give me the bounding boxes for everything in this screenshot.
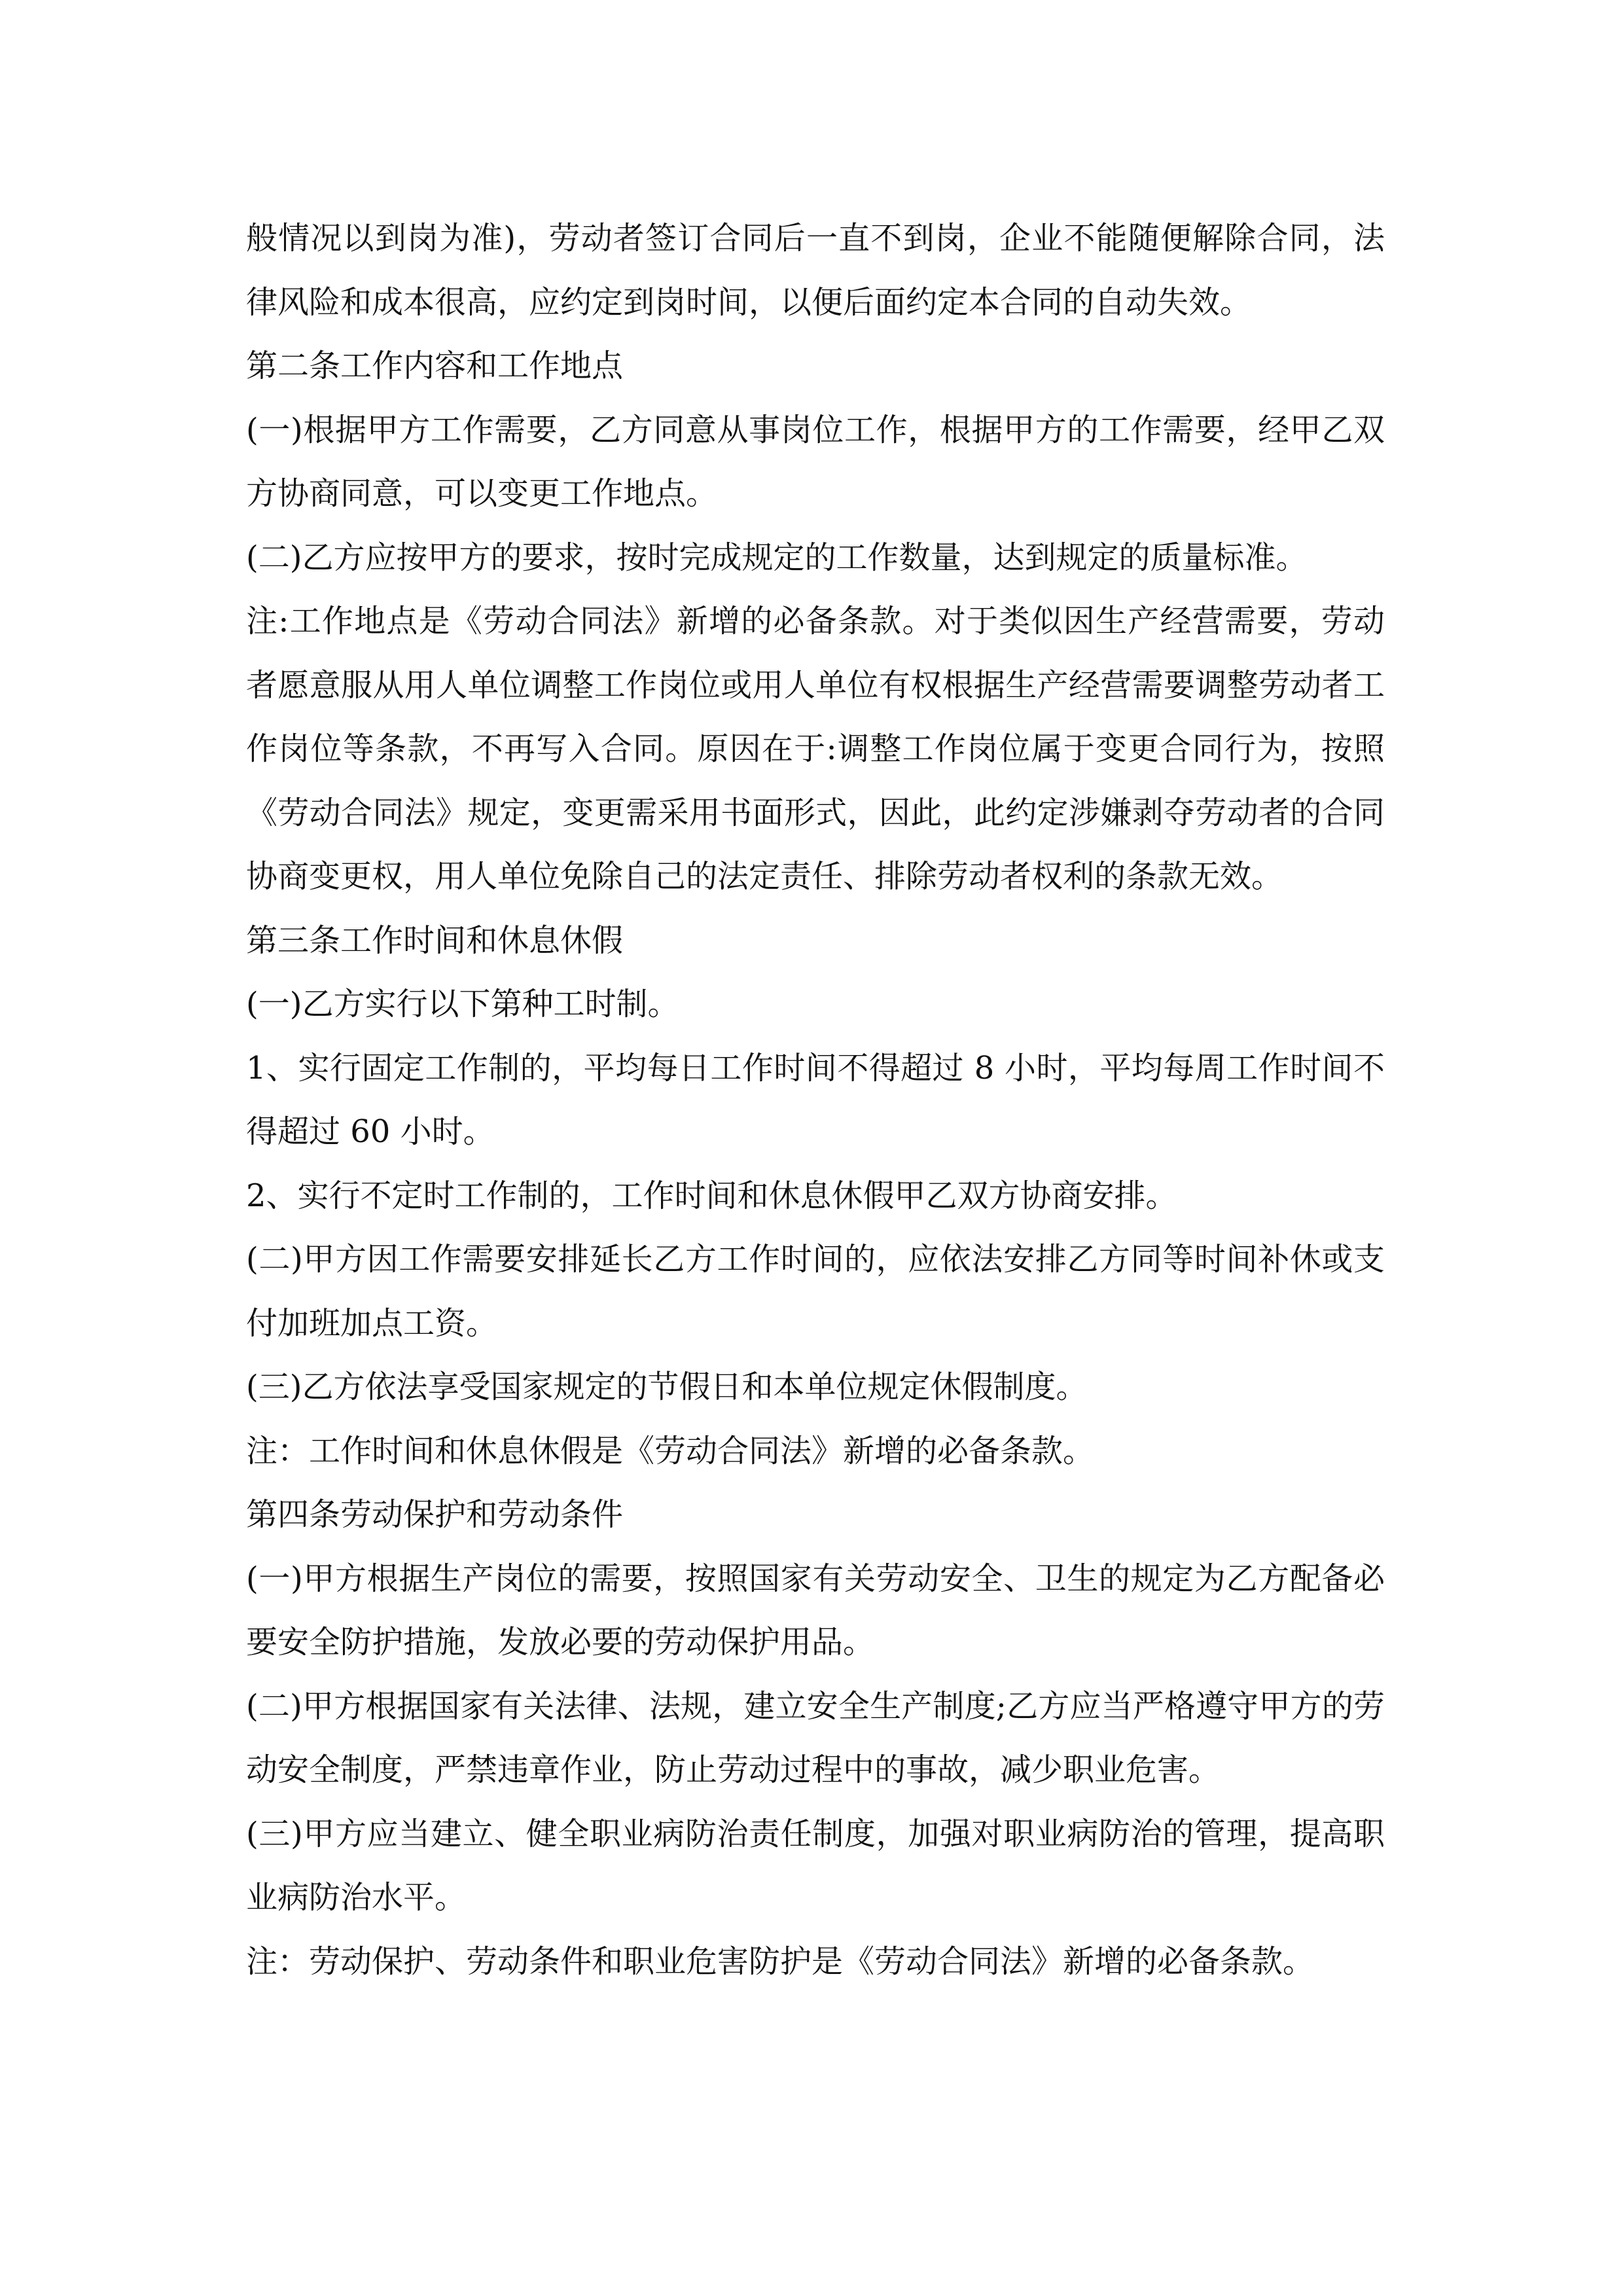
paragraph-article-3-sub-2: 2、实行不定时工作制的，工作时间和休息休假甲乙双方协商安排。 bbox=[246, 1177, 1177, 1214]
heading-article-3: 第三条工作时间和休息休假 bbox=[246, 922, 624, 959]
heading-article-4: 第四条劳动保护和劳动条件 bbox=[246, 1496, 624, 1533]
paragraph-article-4-item-2: (二)甲方根据国家有关法律、法规，建立安全生产制度;乙方应当严格遵守甲方的劳动安全制度，严禁违章作业，防止劳动过程中的事故，减少职业危害。 bbox=[246, 1687, 1385, 1788]
document-body bbox=[246, 207, 1385, 1994]
paragraph-article-2-item-2: (二)乙方应按甲方的要求，按时完成规定的工作数量，达到规定的质量标准。 bbox=[246, 539, 1308, 576]
paragraph-article-3-item-2: (二)甲方因工作需要安排延长乙方工作时间的，应依法安排乙方同等时间补休或支付加班加点工资。 bbox=[246, 1241, 1385, 1342]
paragraph-article-4-note: 注：劳动保护、劳动条件和职业危害防护是《劳动合同法》新增的必备条款。 bbox=[246, 1943, 1315, 1980]
paragraph-article-3-note: 注：工作时间和休息休假是《劳动合同法》新增的必备条款。 bbox=[246, 1432, 1095, 1469]
paragraph-article-3-sub-1: 1、实行固定工作制的，平均每日工作时间不得超过 8 小时，平均每周工作时间不得超过 60 小时。 bbox=[246, 1049, 1385, 1150]
paragraph-article-3-item-1: (一)乙方实行以下第种工时制。 bbox=[246, 986, 679, 1022]
paragraph-article-2-item-1: (一)根据甲方工作需要，乙方同意从事岗位工作，根据甲方的工作需要，经甲乙双方协商同意，可以变更工作地点。 bbox=[246, 411, 1385, 512]
paragraph-onboarding-note: 般情况以到岗为准)，劳动者签订合同后一直不到岗，企业不能随便解除合同，法律风险和成本很高，应约定到岗时间，以便后面约定本合同的自动失效。 bbox=[246, 220, 1385, 321]
paragraph-article-4-item-1: (一)甲方根据生产岗位的需要，按照国家有关劳动安全、卫生的规定为乙方配备必要安全防护措施，发放必要的劳动保护用品。 bbox=[246, 1560, 1385, 1660]
paragraph-article-4-item-3: (三)甲方应当建立、健全职业病防治责任制度，加强对职业病防治的管理，提高职业病防治水平。 bbox=[246, 1815, 1385, 1916]
paragraph-article-2-note: 注:工作地点是《劳动合同法》新增的必备条款。对于类似因生产经营需要，劳动者愿意服从用人单位调整工作岗位或用人单位有权根据生产经营需要调整劳动者工作岗位等条款，不再写入合同。原因在于:调整工作岗位属于变更合同行为，按照《劳动合同法》规定，变更需采用书面形式，因此，此约定涉嫌剥夺劳动者的合同协商变更权，用人单位免除自己的法定责任、排除劳动者权利的条款无效。 bbox=[246, 603, 1385, 895]
paragraph-article-3-item-3: (三)乙方依法享受国家规定的节假日和本单位规定休假制度。 bbox=[246, 1369, 1088, 1405]
heading-article-2: 第二条工作内容和工作地点 bbox=[246, 348, 624, 384]
